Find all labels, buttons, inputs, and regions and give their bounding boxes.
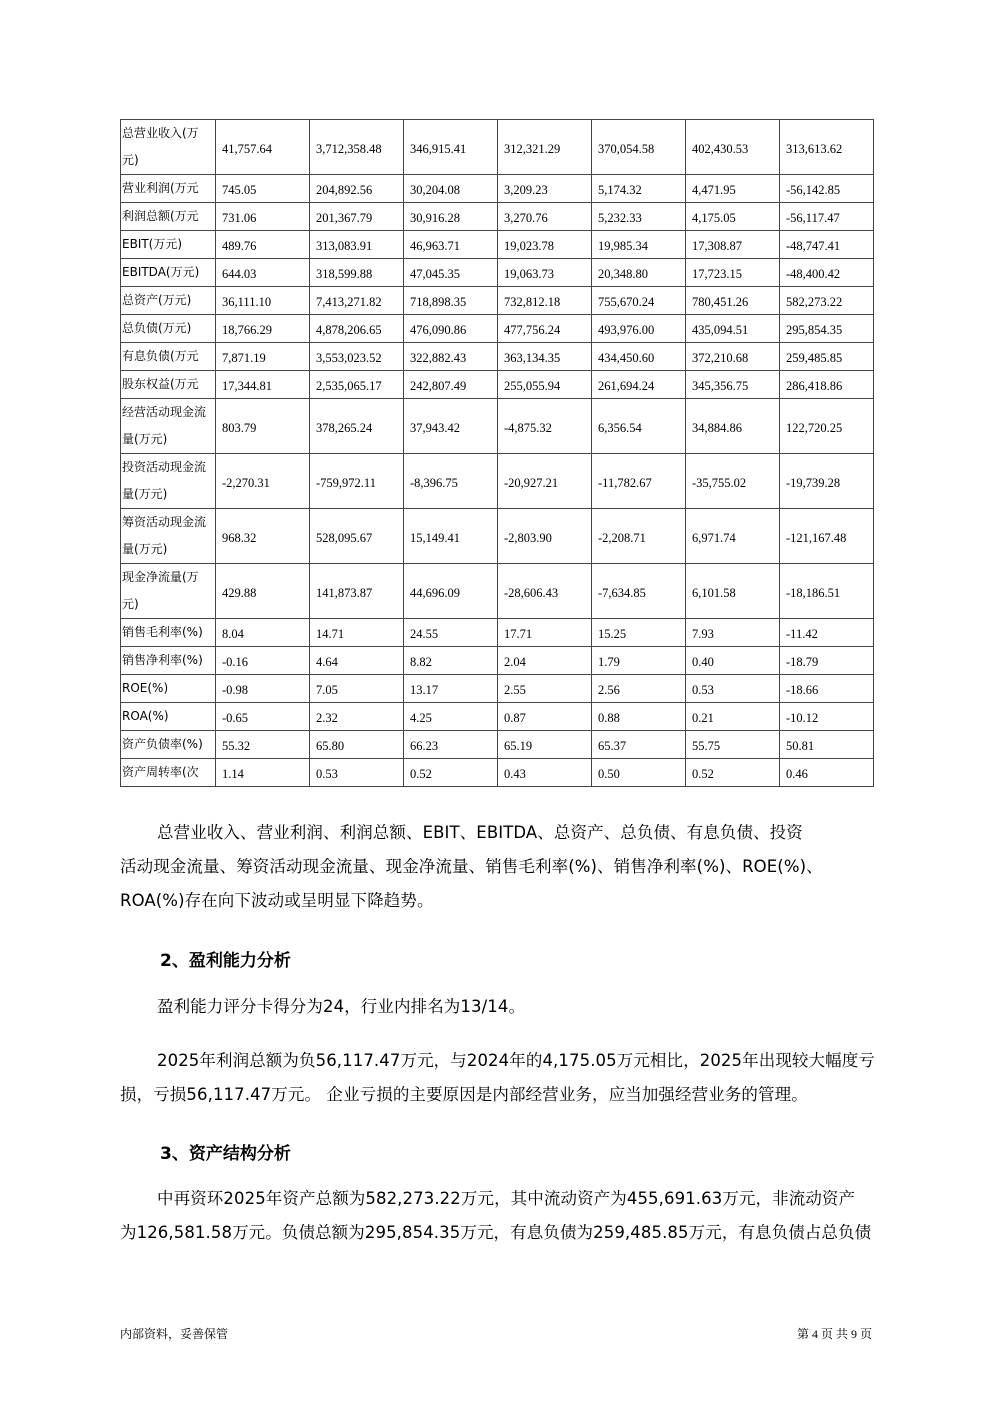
table-cell: 780,451.26	[686, 287, 780, 315]
table-cell: 44,696.09	[404, 564, 498, 619]
table-cell: 4.25	[404, 703, 498, 731]
row-label: 投资活动现金流量(万元)	[121, 454, 216, 509]
table-cell: -0.65	[216, 703, 310, 731]
table-row	[121, 287, 874, 315]
profit-line: 2025年利润总额为负56,117.47万元，与2024年的4,175.05万元相比，2025年出现较大幅度亏	[157, 1051, 875, 1070]
table-cell: 312,321.29	[498, 120, 592, 175]
table-cell: 429.88	[216, 564, 310, 619]
table-cell: 13.17	[404, 675, 498, 703]
table-cell: 0.88	[592, 703, 686, 731]
table-cell: 34,884.86	[686, 399, 780, 454]
row-label: 总资产(万元)	[121, 287, 216, 315]
table-cell: 477,756.24	[498, 315, 592, 343]
table-cell: -8,396.75	[404, 454, 498, 509]
table-cell: -2,803.90	[498, 509, 592, 564]
table-cell: 489.76	[216, 231, 310, 259]
table-cell: -11.42	[780, 619, 874, 647]
table-cell: 435,094.51	[686, 315, 780, 343]
table-cell: -20,927.21	[498, 454, 592, 509]
profit-paragraph	[120, 1044, 875, 1112]
table-cell: 731.06	[216, 203, 310, 231]
table-cell: 0.40	[686, 647, 780, 675]
table-row	[121, 315, 874, 343]
table-cell: 7.05	[310, 675, 404, 703]
table-cell: 17,308.87	[686, 231, 780, 259]
table-row	[121, 564, 874, 619]
table-cell: -18,186.51	[780, 564, 874, 619]
table-cell: 322,882.43	[404, 343, 498, 371]
table-cell: 8.82	[404, 647, 498, 675]
table-cell: 363,134.35	[498, 343, 592, 371]
row-label: EBITDA(万元)	[121, 259, 216, 287]
table-cell: 372,210.68	[686, 343, 780, 371]
table-cell: 2.56	[592, 675, 686, 703]
table-cell: 3,209.23	[498, 175, 592, 203]
table-cell: 2,535,065.17	[310, 371, 404, 399]
row-label: ROA(%)	[121, 703, 216, 731]
table-cell: -0.98	[216, 675, 310, 703]
table-cell: 7,413,271.82	[310, 287, 404, 315]
table-row	[121, 647, 874, 675]
row-label: 营业利润(万元	[121, 175, 216, 203]
table-cell: 3,270.76	[498, 203, 592, 231]
table-cell: 30,916.28	[404, 203, 498, 231]
table-row	[121, 759, 874, 787]
table-cell: 4,471.95	[686, 175, 780, 203]
table-row	[121, 259, 874, 287]
table-cell: -56,117.47	[780, 203, 874, 231]
table-cell: -2,208.71	[592, 509, 686, 564]
table-cell: 122,720.25	[780, 399, 874, 454]
table-row	[121, 509, 874, 564]
asset-line: 为126,581.58万元。负债总额为295,854.35万元，有息负债为259,485.85万元，有息负债占总负债	[120, 1223, 872, 1242]
summary-line: 活动现金流量、筹资活动现金流量、现金净流量、销售毛利率(%)、销售净利率(%)、ROE(%)、	[120, 857, 823, 876]
table-cell: 17,723.15	[686, 259, 780, 287]
table-cell: -19,739.28	[780, 454, 874, 509]
table-cell: -10.12	[780, 703, 874, 731]
table-row	[121, 231, 874, 259]
table-cell: 755,670.24	[592, 287, 686, 315]
table-cell: 65.80	[310, 731, 404, 759]
table-cell: 313,083.91	[310, 231, 404, 259]
table-cell: 2.32	[310, 703, 404, 731]
summary-line: 总营业收入、营业利润、利润总额、EBIT、EBITDA、总资产、总负债、有息负债、投资	[157, 823, 803, 842]
table-cell: 141,873.87	[310, 564, 404, 619]
table-cell: -759,972.11	[310, 454, 404, 509]
score-paragraph	[120, 990, 875, 1024]
table-cell: 65.37	[592, 731, 686, 759]
row-label: 资产负债率(%)	[121, 731, 216, 759]
table-cell: 255,055.94	[498, 371, 592, 399]
table-cell: 528,095.67	[310, 509, 404, 564]
row-label: 总负债(万元)	[121, 315, 216, 343]
row-label: 股东权益(万元	[121, 371, 216, 399]
footer-page-number: 第 4 页 共 9 页	[796, 1327, 872, 1341]
footer-confidential: 内部资料，妥善保管	[120, 1327, 229, 1341]
row-label: 销售毛利率(%)	[121, 619, 216, 647]
table-cell: 55.75	[686, 731, 780, 759]
table-cell: 718,898.35	[404, 287, 498, 315]
table-cell: 286,418.86	[780, 371, 874, 399]
table-cell: 19,023.78	[498, 231, 592, 259]
table-cell: 8.04	[216, 619, 310, 647]
row-label: EBIT(万元)	[121, 231, 216, 259]
table-cell: 55.32	[216, 731, 310, 759]
table-row	[121, 203, 874, 231]
table-cell: -4,875.32	[498, 399, 592, 454]
table-cell: 582,273.22	[780, 287, 874, 315]
table-cell: -7,634.85	[592, 564, 686, 619]
table-row	[121, 399, 874, 454]
table-cell: 0.50	[592, 759, 686, 787]
table-cell: -18.79	[780, 647, 874, 675]
asset-paragraph	[120, 1182, 875, 1250]
row-label: 资产周转率(次	[121, 759, 216, 787]
table-cell: 47,045.35	[404, 259, 498, 287]
financial-table	[120, 119, 874, 787]
table-cell: 5,174.32	[592, 175, 686, 203]
table-cell: 4.64	[310, 647, 404, 675]
table-cell: 15.25	[592, 619, 686, 647]
table-row	[121, 175, 874, 203]
table-cell: 476,090.86	[404, 315, 498, 343]
table-cell: 30,204.08	[404, 175, 498, 203]
table-cell: -11,782.67	[592, 454, 686, 509]
financial-table-body	[121, 120, 874, 787]
table-cell: 4,878,206.65	[310, 315, 404, 343]
table-row	[121, 371, 874, 399]
table-cell: 0.52	[686, 759, 780, 787]
table-cell: 46,963.71	[404, 231, 498, 259]
table-cell: 745.05	[216, 175, 310, 203]
table-cell: 37,943.42	[404, 399, 498, 454]
table-cell: 0.21	[686, 703, 780, 731]
table-cell: -18.66	[780, 675, 874, 703]
table-cell: 402,430.53	[686, 120, 780, 175]
table-cell: 259,485.85	[780, 343, 874, 371]
table-cell: 0.46	[780, 759, 874, 787]
table-cell: 261,694.24	[592, 371, 686, 399]
table-cell: 434,450.60	[592, 343, 686, 371]
table-cell: 6,971.74	[686, 509, 780, 564]
table-cell: 295,854.35	[780, 315, 874, 343]
table-row	[121, 731, 874, 759]
table-cell: 2.04	[498, 647, 592, 675]
table-cell: 19,985.34	[592, 231, 686, 259]
table-cell: -48,747.41	[780, 231, 874, 259]
table-cell: -28,606.43	[498, 564, 592, 619]
table-cell: 50.81	[780, 731, 874, 759]
table-cell: 242,807.49	[404, 371, 498, 399]
table-cell: 6,356.54	[592, 399, 686, 454]
table-cell: 7,871.19	[216, 343, 310, 371]
table-row	[121, 454, 874, 509]
table-cell: 0.43	[498, 759, 592, 787]
table-cell: 41,757.64	[216, 120, 310, 175]
table-cell: -2,270.31	[216, 454, 310, 509]
section-heading-profitability: 2、盈利能力分析	[160, 951, 291, 971]
table-row	[121, 120, 874, 175]
section-heading-asset-structure: 3、资产结构分析	[160, 1144, 291, 1164]
asset-line: 中再资环2025年资产总额为582,273.22万元，其中流动资产为455,691.63万元，非流动资产	[157, 1189, 856, 1208]
table-cell: 6,101.58	[686, 564, 780, 619]
table-cell: 968.32	[216, 509, 310, 564]
table-cell: -35,755.02	[686, 454, 780, 509]
table-cell: 0.53	[686, 675, 780, 703]
table-cell: 318,599.88	[310, 259, 404, 287]
table-cell: 36,111.10	[216, 287, 310, 315]
table-cell: 14.71	[310, 619, 404, 647]
table-row	[121, 619, 874, 647]
table-cell: 3,553,023.52	[310, 343, 404, 371]
table-cell: -0.16	[216, 647, 310, 675]
table-cell: 644.03	[216, 259, 310, 287]
table-cell: 18,766.29	[216, 315, 310, 343]
table-cell: 201,367.79	[310, 203, 404, 231]
table-row	[121, 703, 874, 731]
table-cell: 17,344.81	[216, 371, 310, 399]
table-cell: 24.55	[404, 619, 498, 647]
row-label: 经营活动现金流量(万元)	[121, 399, 216, 454]
table-cell: -121,167.48	[780, 509, 874, 564]
table-cell: 65.19	[498, 731, 592, 759]
row-label: 现金净流量(万元)	[121, 564, 216, 619]
table-row	[121, 675, 874, 703]
row-label: ROE(%)	[121, 675, 216, 703]
row-label: 销售净利率(%)	[121, 647, 216, 675]
profit-line: 损，亏损56,117.47万元。 企业亏损的主要原因是内部经营业务，应当加强经营业务的管理。	[120, 1085, 808, 1104]
table-cell: 15,149.41	[404, 509, 498, 564]
summary-paragraph	[120, 816, 875, 918]
table-cell: 2.55	[498, 675, 592, 703]
table-cell: 17.71	[498, 619, 592, 647]
table-cell: 0.52	[404, 759, 498, 787]
table-row	[121, 343, 874, 371]
table-cell: 1.14	[216, 759, 310, 787]
table-cell: 803.79	[216, 399, 310, 454]
table-cell: 20,348.80	[592, 259, 686, 287]
row-label: 有息负债(万元	[121, 343, 216, 371]
row-label: 利润总额(万元	[121, 203, 216, 231]
table-cell: 345,356.75	[686, 371, 780, 399]
table-cell: 5,232.33	[592, 203, 686, 231]
table-cell: 346,915.41	[404, 120, 498, 175]
row-label: 筹资活动现金流量(万元)	[121, 509, 216, 564]
table-cell: 7.93	[686, 619, 780, 647]
table-cell: 378,265.24	[310, 399, 404, 454]
table-cell: 493,976.00	[592, 315, 686, 343]
table-cell: 1.79	[592, 647, 686, 675]
table-cell: 204,892.56	[310, 175, 404, 203]
table-cell: 0.87	[498, 703, 592, 731]
table-cell: -56,142.85	[780, 175, 874, 203]
row-label: 总营业收入(万元)	[121, 120, 216, 175]
table-cell: 732,812.18	[498, 287, 592, 315]
score-line: 盈利能力评分卡得分为24，行业内排名为13/14。	[157, 997, 526, 1016]
table-cell: 3,712,358.48	[310, 120, 404, 175]
table-cell: 4,175.05	[686, 203, 780, 231]
table-cell: -48,400.42	[780, 259, 874, 287]
table-cell: 370,054.58	[592, 120, 686, 175]
table-cell: 0.53	[310, 759, 404, 787]
table-cell: 66.23	[404, 731, 498, 759]
table-cell: 313,613.62	[780, 120, 874, 175]
table-cell: 19,063.73	[498, 259, 592, 287]
summary-line: ROA(%)存在向下波动或呈明显下降趋势。	[120, 891, 434, 910]
